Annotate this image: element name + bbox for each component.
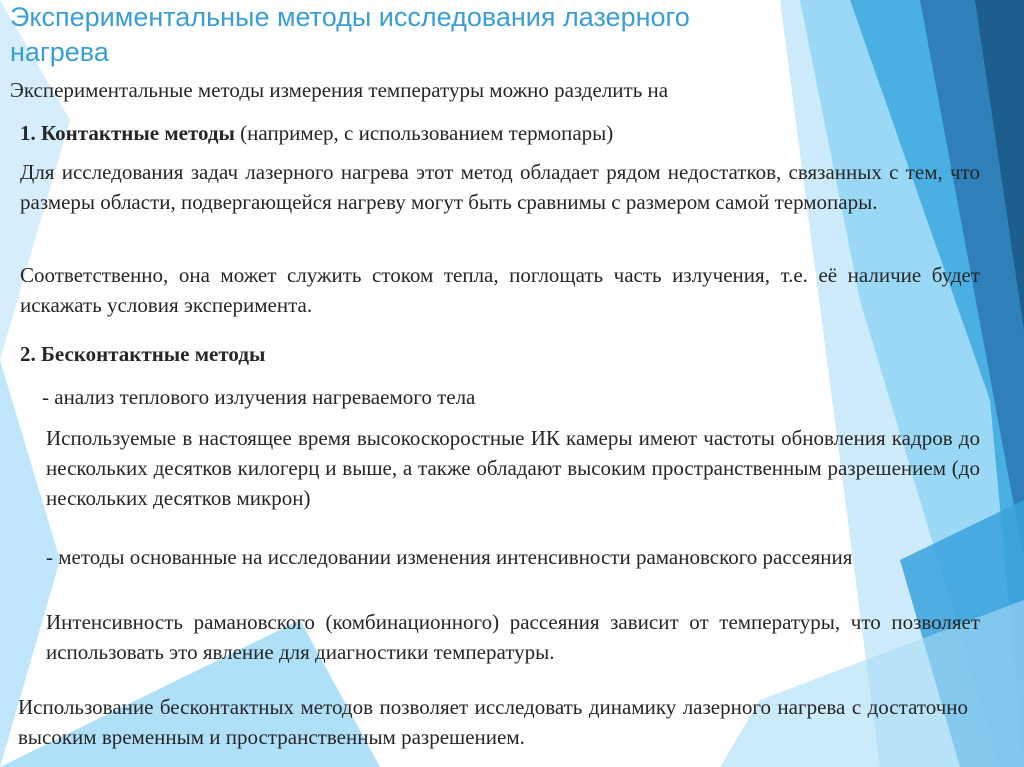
contact-paragraph-2: Соответственно, она может служить стоком тепла, поглощать часть излучения, т.е. её наличие будет искажать условия эксперимента. [20, 263, 980, 317]
contact-heading [20, 118, 820, 148]
raman-method-item: - методы основанные на исследовании изменения интенсивности рамановского рассеяния [46, 545, 853, 569]
contact-paragraph-1: Для исследования задач лазерного нагрева этот метод обладает рядом недостатков, связанных с тем, что размеры области, подвергающейся нагреву могут быть сравнимы с размером самой термопары. [20, 160, 980, 214]
slide-title: Экспериментальные методы исследования лазерного нагрева [10, 2, 690, 67]
noncontact-heading: 2. Бесконтактные методы [20, 342, 266, 366]
conclusion-text: Использование бесконтактных методов позволяет исследовать динамику лазерного нагрева с достаточно высоким временным и пространственным разрешением. [18, 695, 968, 749]
contact-heading-rest: (например, с использованием термопары) [234, 121, 614, 145]
contact-heading-bold: 1. Контактные методы [20, 121, 235, 145]
thermal-method-item: - анализ теплового излучения нагреваемого тела [42, 385, 476, 409]
thermal-method-description: Используемые в настоящее время высокоскоростные ИК камеры имеют частоты обновления кадров до нескольких десятков килогерц и выше, а также обладают высоким пространственным разрешением (до нескольких десятков микрон) [46, 426, 980, 510]
intro-text: Экспериментальные методы измерения температуры можно разделить на [10, 78, 669, 102]
raman-method-description: Интенсивность рамановского (комбинационного) рассеяния зависит от температуры, что позволяет использовать это явление для диагностики температуры. [46, 610, 980, 664]
